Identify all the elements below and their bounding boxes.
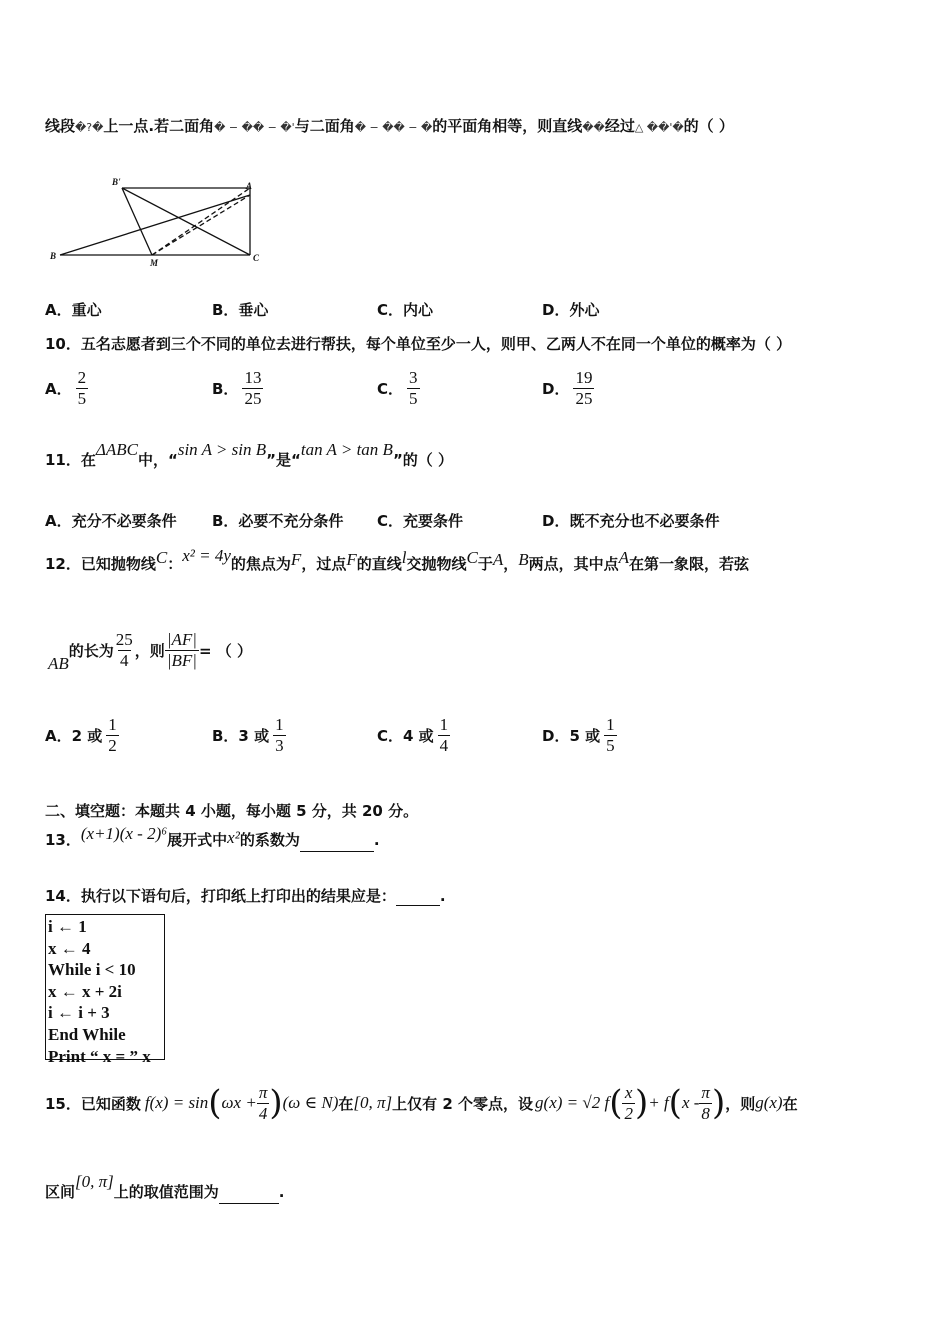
section-2-heading: 二、填空题：本题共 4 小题，每小题 5 分，共 20 分。: [45, 802, 419, 820]
q9-math-placeholder: � − �� − �: [354, 121, 433, 134]
q12-var-B: B: [518, 550, 529, 569]
q15-text: 上仅有 2 个零点，设: [392, 1094, 534, 1113]
q15-text: 15．已知函数: [45, 1094, 141, 1113]
code-line: x ← x + 2i: [48, 981, 122, 1001]
q12-text: ，: [503, 555, 519, 573]
q15-text: 区间: [45, 1183, 76, 1201]
denominator: 25: [575, 388, 593, 408]
q11-text: 11．在: [45, 451, 96, 469]
label-A: A: [246, 181, 253, 191]
code-line: Print “ x = ” x: [48, 1046, 151, 1066]
q11-text: ”是“: [266, 451, 301, 469]
denominator: 4: [258, 1103, 268, 1123]
q13-expression: (x+1)(x - 2)⁶: [80, 824, 168, 843]
q15-text: 在: [338, 1094, 354, 1113]
q9-text: 经过: [604, 117, 635, 135]
label-B: B: [50, 251, 57, 261]
line-MA-dashed: [152, 195, 250, 255]
q11-condition-1: sin A > sin B: [177, 440, 267, 459]
q14-text: .: [439, 887, 446, 905]
q15-text: 上的取值范围为: [113, 1183, 219, 1201]
numerator: 1: [606, 715, 615, 734]
q15-f-definition: f(x) = sin: [144, 1093, 209, 1112]
denominator: |BF|: [166, 650, 197, 670]
q12-option-d[interactable]: [542, 715, 617, 755]
q12-text: 的焦点为: [230, 555, 291, 573]
q10-stem: 10．五名志愿者到三个不同的单位去进行帮扶，每个单位至少一人，则甲、乙两人不在同一个单位的概率为（ ）: [45, 335, 792, 353]
q9-text: 线段: [45, 117, 76, 135]
paren: ): [269, 1083, 283, 1123]
q14-pseudocode-box: [45, 914, 165, 1066]
q9-text: 与二面角: [294, 117, 355, 135]
numerator: 13: [244, 368, 262, 387]
denominator: 4: [439, 735, 449, 755]
paren: ): [634, 1083, 649, 1123]
q9-math-placeholder: �?�: [75, 121, 104, 134]
option-fraction: [573, 368, 594, 408]
q9-option-d[interactable]: [542, 299, 599, 320]
q12-length-fraction: [114, 630, 135, 670]
q15-f-argument: ωx +: [221, 1093, 257, 1112]
q13-text: 的系数为: [239, 831, 300, 849]
q13-x-squared: x²: [227, 828, 240, 847]
denominator: 5: [77, 388, 87, 408]
option-text: D．既不充分也不必要条件: [542, 512, 720, 530]
q12-text: 两点，其中点: [528, 555, 619, 573]
q12-text: ，过点: [301, 555, 347, 573]
q9-option-b[interactable]: [212, 299, 268, 320]
q12-stem-line1: [45, 546, 750, 576]
q15-interval: [0, π]: [75, 1172, 114, 1191]
q15-stem-line2: [45, 1172, 285, 1204]
q12-var-A: A: [492, 550, 504, 569]
q14-stem: [45, 885, 446, 906]
q15-pi-over-4: [257, 1083, 270, 1123]
denominator: 8: [701, 1103, 710, 1123]
q9-stem: [45, 115, 734, 136]
numerator: 2: [77, 368, 87, 387]
q15-text: ，则: [725, 1094, 756, 1113]
paren: (: [208, 1083, 222, 1123]
q9-geometry-figure: [40, 170, 270, 275]
q15-stem-line1: [45, 1078, 798, 1128]
q15-text: .: [278, 1183, 285, 1201]
q15-interval: [0, π]: [353, 1093, 393, 1112]
q13-text: .: [373, 831, 380, 849]
q14-answer-blank[interactable]: [396, 904, 440, 906]
paren: (: [609, 1083, 623, 1123]
q11-text: ”的（ ）: [392, 451, 454, 469]
option-fraction: [407, 368, 420, 408]
q15-omega-condition: (ω ∈ N): [282, 1093, 339, 1112]
q11-condition-2: tan A > tan B: [300, 440, 393, 459]
q12-text: 12．已知抛物线: [45, 555, 156, 573]
q12-text: 在第一象限，若弦: [629, 555, 750, 573]
q12-text: ，则: [134, 641, 165, 660]
q12-var-AB: AB: [48, 654, 69, 674]
q11-stem: [45, 440, 454, 472]
q14-text: 14．执行以下语句后，打印纸上打印出的结果应是：: [45, 887, 396, 905]
q12-option-a[interactable]: [45, 715, 119, 755]
label-C: C: [253, 253, 260, 263]
q11-option-a[interactable]: [45, 510, 177, 531]
denominator: 2: [624, 1103, 633, 1123]
numerator: 1: [108, 715, 117, 734]
option-fraction: [604, 715, 617, 755]
numerator: |AF|: [166, 630, 197, 649]
label-M: M: [150, 258, 159, 268]
q11-text: 中，“: [137, 451, 178, 469]
q15-g-definition: g(x) = √2 f: [535, 1093, 610, 1112]
option-fraction: [76, 368, 89, 408]
q9-text: 的（ ）: [683, 117, 734, 135]
numerator: π: [701, 1082, 710, 1102]
q13-text: 展开式中: [167, 831, 228, 849]
q12-var-F: F: [290, 550, 302, 569]
option-fraction: [106, 715, 119, 755]
denominator: 5: [409, 388, 418, 408]
option-fraction: [438, 715, 451, 755]
q12-var-C: C: [466, 548, 478, 567]
code-line: While i < 10: [48, 960, 136, 980]
option-text: C．充要条件: [377, 512, 464, 530]
numerator: 19: [575, 368, 593, 387]
q12-stem-line2: [48, 630, 252, 674]
option-text: B．必要不充分条件: [212, 512, 344, 530]
q11-option-d[interactable]: [542, 510, 719, 531]
q12-text: 的长为: [68, 641, 114, 660]
numerator: 25: [115, 630, 133, 649]
numerator: 1: [439, 715, 449, 734]
q15-answer-blank[interactable]: [219, 1202, 279, 1204]
numerator: 3: [409, 368, 418, 387]
option-label: B．: [212, 379, 239, 398]
q9-text: 的平面角相等，则直线: [432, 117, 583, 135]
option-label: D．5 或: [542, 726, 601, 745]
q12-var-A: A: [618, 548, 630, 567]
denominator: 5: [606, 735, 615, 755]
option-label: C．: [377, 379, 404, 398]
q12-text: 交抛物线: [406, 555, 467, 573]
denominator: 4: [120, 650, 129, 670]
q12-text: 于: [477, 555, 493, 573]
q13-answer-blank[interactable]: [300, 850, 374, 852]
q10-option-a[interactable]: [45, 368, 88, 408]
q10-option-c[interactable]: [377, 368, 420, 408]
line-B1M: [122, 188, 152, 255]
option-label: C．4 或: [377, 726, 434, 745]
q13-text: 13．: [45, 831, 81, 849]
code-line: i ← 1: [48, 917, 87, 936]
q12-text: = （ ）: [198, 641, 252, 660]
option-text: A．充分不必要条件: [45, 512, 177, 530]
label-B-prime: B': [112, 177, 121, 187]
denominator: 3: [275, 735, 284, 755]
q11-option-c[interactable]: [377, 510, 463, 531]
paren: ): [711, 1083, 726, 1123]
q15-gx: g(x): [755, 1093, 783, 1112]
code-line: i ← i + 3: [48, 1003, 110, 1023]
q13-stem: [45, 824, 380, 852]
option-label: A．: [45, 379, 72, 398]
q11-triangle: ΔABC: [95, 440, 138, 459]
q15-text: 在: [782, 1094, 798, 1113]
denominator: 25: [244, 388, 262, 408]
q10-option-d[interactable]: [542, 368, 594, 408]
option-fraction: [242, 368, 263, 408]
q15-x-minus: x -: [681, 1093, 700, 1112]
q12-option-b[interactable]: [212, 715, 286, 755]
q12-text: ：: [167, 555, 183, 573]
q12-var-l: l: [401, 548, 407, 567]
q11-option-b[interactable]: [212, 510, 343, 531]
code-line: End While: [48, 1024, 126, 1044]
numerator: 1: [275, 715, 284, 734]
q9-math-placeholder: � − �� − �': [214, 121, 295, 134]
option-text: A．重心: [45, 301, 102, 319]
q12-var-C: C: [155, 548, 168, 567]
q9-text: 上一点.若二面角: [103, 117, 215, 135]
paren: (: [668, 1083, 682, 1123]
q9-math-placeholder: △ ��'�: [634, 121, 684, 134]
q9-math-placeholder: ��: [582, 121, 605, 134]
q15-x-over-2: [622, 1083, 635, 1123]
q10-option-b[interactable]: [212, 368, 263, 408]
option-fraction: [273, 715, 286, 755]
q12-parabola-equation: x² = 4y: [182, 546, 231, 565]
code-line: x ← 4: [48, 938, 91, 958]
option-label: A．2 或: [45, 726, 103, 745]
numerator: π: [258, 1082, 268, 1102]
q15-pi-over-8: [699, 1083, 712, 1123]
denominator: 2: [108, 735, 117, 755]
q12-var-F: F: [346, 550, 357, 569]
option-text: C．内心: [377, 301, 434, 319]
option-text: B．垂心: [212, 301, 269, 319]
q12-ratio-fraction: [165, 630, 199, 670]
option-label: B．3 或: [212, 726, 270, 745]
option-text: D．外心: [542, 301, 600, 319]
q9-option-a[interactable]: [45, 299, 102, 320]
numerator: x: [624, 1082, 633, 1102]
q12-option-c[interactable]: [377, 715, 450, 755]
q15-plus-f: + f: [648, 1093, 669, 1112]
line-B1C: [122, 188, 250, 255]
q9-option-c[interactable]: [377, 299, 433, 320]
q12-text: 的直线: [356, 555, 402, 573]
line-BA: [60, 195, 250, 255]
option-label: D．: [542, 379, 570, 398]
